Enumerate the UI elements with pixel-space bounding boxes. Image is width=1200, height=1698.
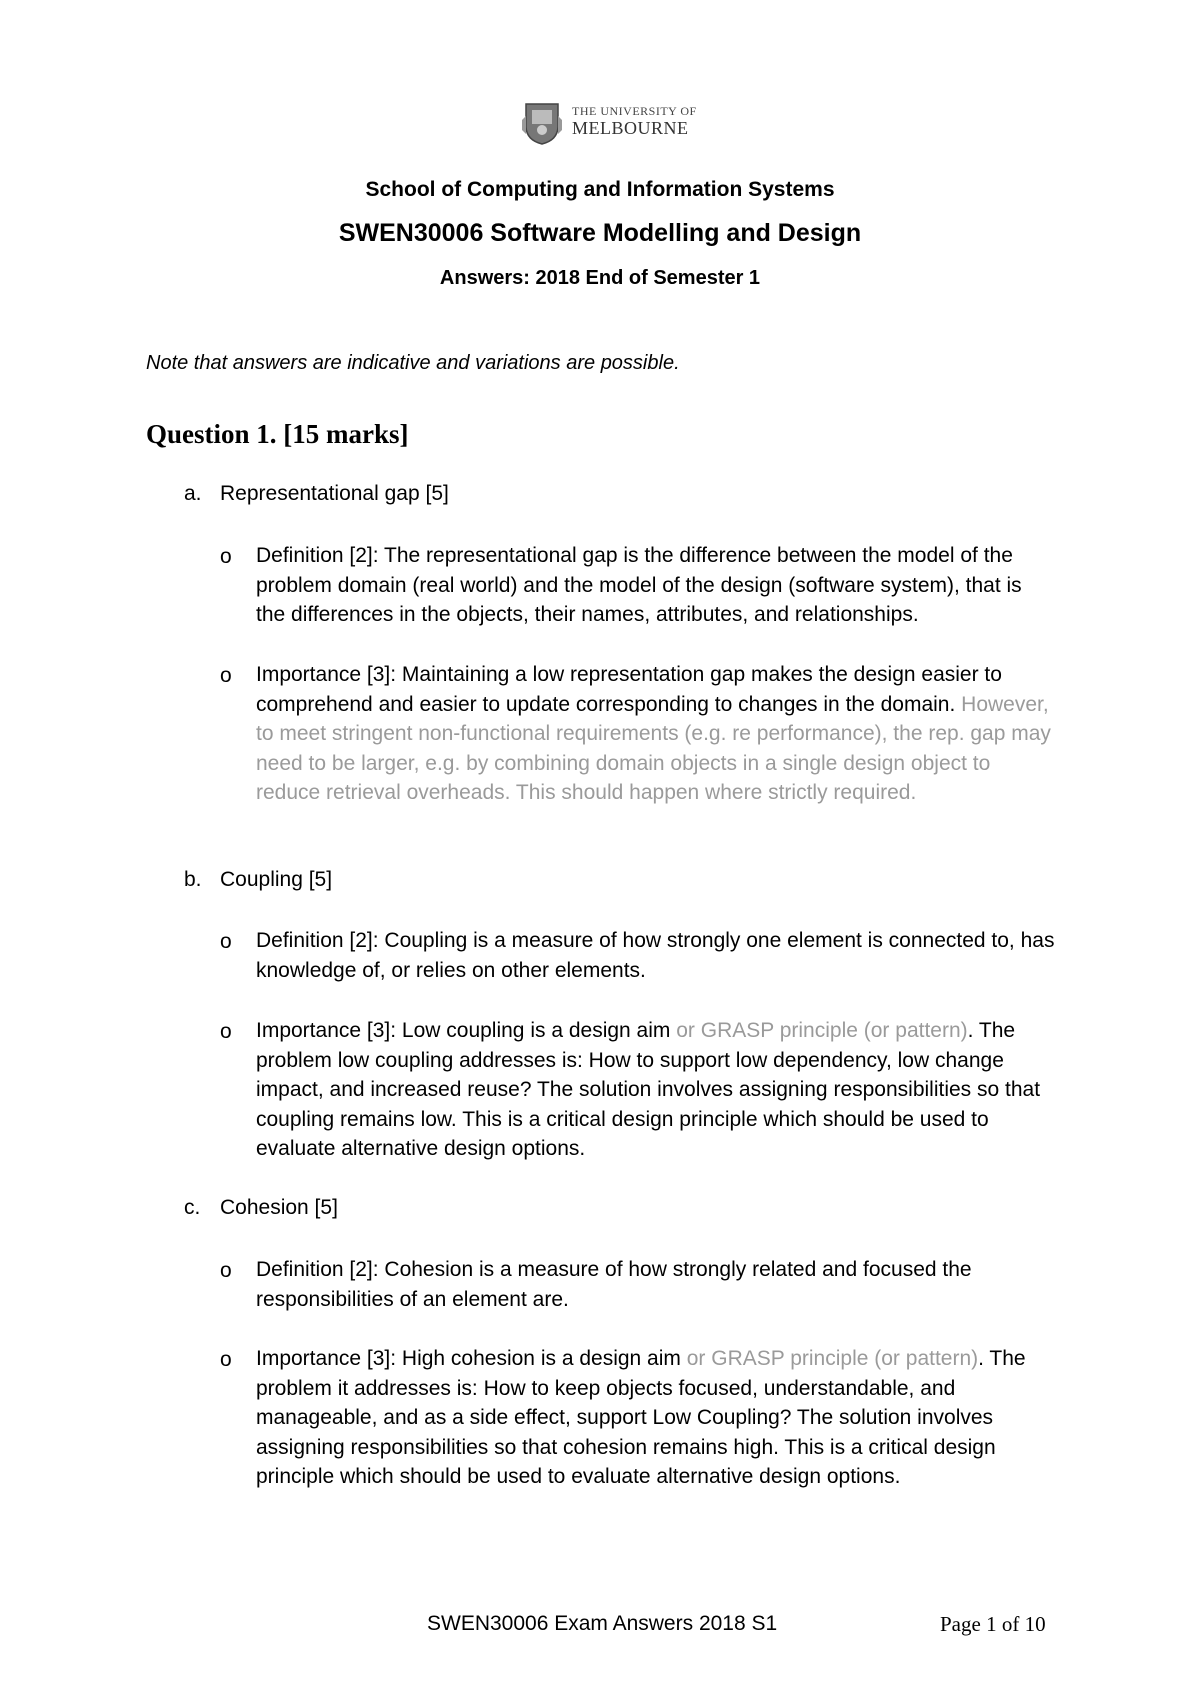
bullet-circle-icon: o [220,545,232,568]
part-label: c. [184,1196,201,1219]
part-title: Cohesion [5] [220,1196,338,1219]
importance-grey-text: or GRASP principle (or pattern) [680,1347,979,1370]
definition-text: Definition [2]: Coupling is a measure of how strongly one element is connected to, has knowledge of, or relies on other elements. [256,929,1055,982]
definition-text: Definition [2]: Cohesion is a measure of how strongly related and focused the responsibilities of an element are. [256,1258,972,1311]
footer-title: SWEN30006 Exam Answers 2018 S1 [427,1612,778,1635]
part-label: a. [184,482,202,505]
importance-text: Importance [3]: Maintaining a low representation gap makes the design easier to comprehend and easier to update corresponding to changes in the domain. [256,663,1002,716]
crest-icon [520,100,564,146]
logo-line-1: THE UNIVERSITY OF [572,104,697,118]
logo-line-2: MELBOURNE [572,118,689,138]
note-text: Note that answers are indicative and variations are possible. [146,352,680,374]
bullet-circle-icon: o [220,930,232,953]
importance-paragraph [256,1344,1056,1492]
university-logo [520,100,697,146]
definition-text: Definition [2]: The representational gap is the difference between the model of the problem domain (real world) and the model of the design (software system), that is the differences in the objects, their names, attributes, and relationships. [256,544,1022,626]
importance-text-end: . The problem it addresses is: How to keep objects focused, understandable, and manageable, and as a side effect, support Low Coupling? The solution involves assigning responsibilities so that cohesion remains high. This is a critical design principle which should be used to evaluate alternative design options. [256,1347,1026,1488]
importance-grey-text: However, to meet stringent non-functional requirements (e.g. re performance), the rep. gap may need to be larger, e.g. by combining domain objects in a single design object to reduce retrieval overheads. This should happen where strictly required. [256,692,1051,804]
bullet-circle-icon: o [220,1348,232,1371]
course-heading: SWEN30006 Software Modelling and Design [338,219,862,247]
part-title: Coupling [5] [220,868,333,891]
page-number: Page 1 of 10 [940,1612,1046,1636]
bullet-circle-icon: o [220,664,232,687]
part-label: b. [184,868,202,891]
importance-text-start: Importance [3]: High cohesion is a design aim [256,1347,681,1370]
answers-heading: Answers: 2018 End of Semester 1 [439,267,761,289]
part-title: Representational gap [5] [220,482,449,505]
importance-paragraph [256,1016,1056,1164]
bullet-circle-icon: o [220,1020,232,1043]
question-title: Question 1. [15 marks] [146,419,409,449]
importance-text-start: Importance [3]: Low coupling is a design aim [256,1019,671,1042]
bullet-circle-icon: o [220,1259,232,1282]
importance-text-end: . The problem low coupling addresses is: How to support low dependency, low change impact, and increased reuse? The solution involves assigning responsibilities so that coupling remains low. This is a critical design principle which should be used to evaluate alternative design options. [256,1019,1041,1160]
importance-paragraph [256,660,1056,808]
school-heading: School of Computing and Information Systems [365,178,835,201]
importance-grey-text: or GRASP principle (or pattern) [670,1019,968,1042]
